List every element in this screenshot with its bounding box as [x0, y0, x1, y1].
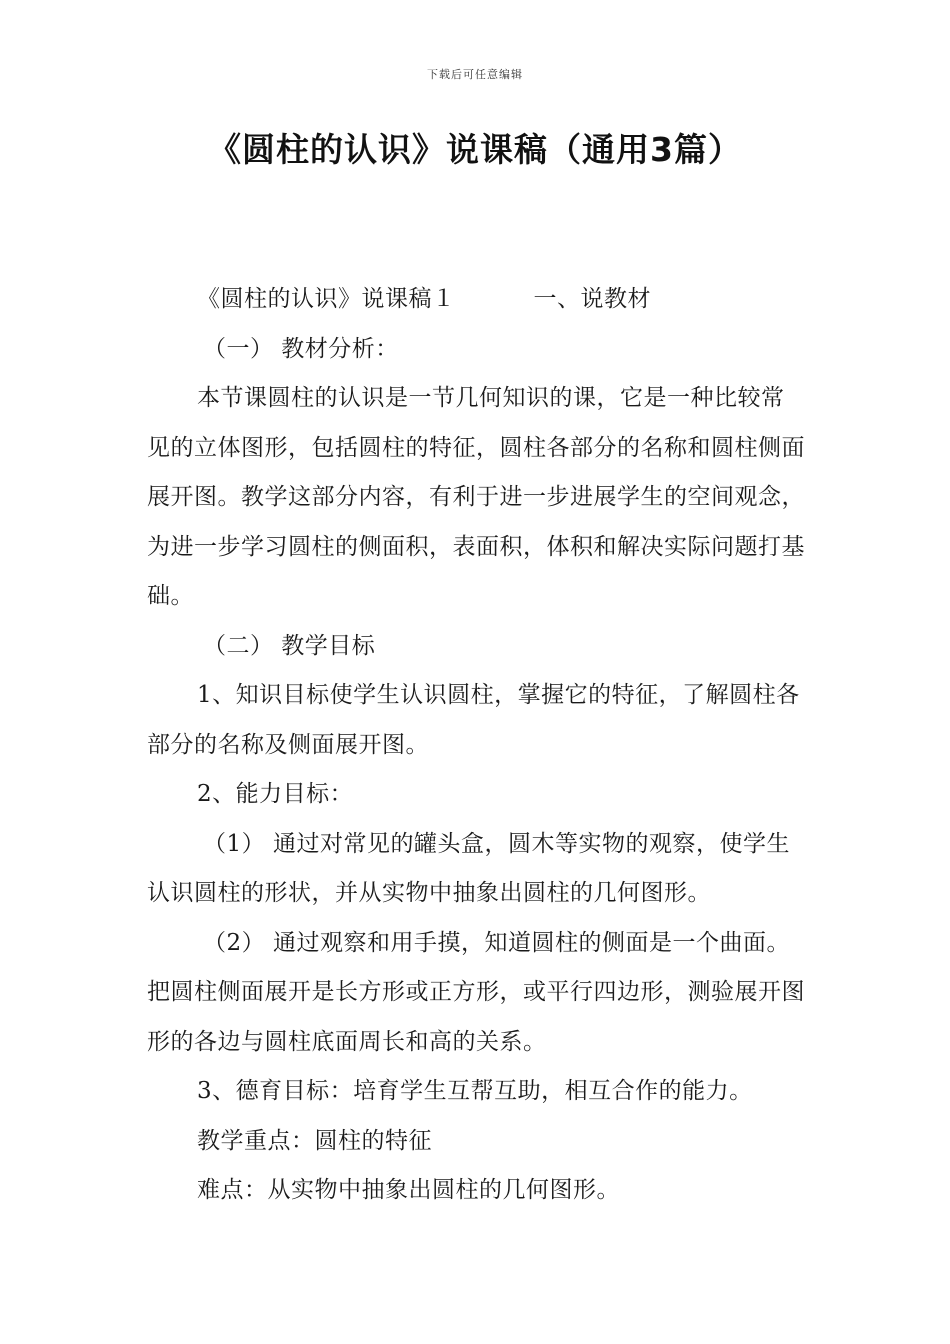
paragraph-key-point: 教学重点：圆柱的特征 [197, 1127, 432, 1154]
document-title: 《圆柱的认识》说课稿（通用3篇） [208, 130, 742, 169]
document-body [147, 275, 807, 1216]
paragraph-ability-item-2: （2） 通过观察和用手摸，知道圆柱的侧面是一个曲面。把圆柱侧面展开是长方形或正方形，或平行四边形，测验展开图形的各边与圆柱底面周长和高的关系。 [147, 929, 805, 1055]
paragraph-ability-item-1: （1） 通过对常见的罐头盒，圆木等实物的观察，使学生认识圆柱的形状，并从实物中抽象出圆柱的几何图形。 [147, 830, 790, 906]
paragraph-analysis: 本节课圆柱的认识是一节几何知识的课，它是一种比较常见的立体图形，包括圆柱的特征，圆柱各部分的名称和圆柱侧面展开图。教学这部分内容，有利于进一步进展学生的空间观念，为进一步学习圆柱的侧面积，表面积，体积和解决实际问题打基础。 [147, 385, 805, 609]
paragraph-ability-goal: 2、能力目标： [197, 781, 354, 807]
lead-subtitle: 《圆柱的认识》说课稿１ [197, 286, 456, 312]
paragraph-moral-goal: 3、德育目标：培育学生互帮互助，相互合作的能力。 [197, 1078, 753, 1104]
lead-line [147, 275, 807, 325]
header-note: 下载后可任意编辑 [427, 68, 523, 81]
subsection-heading-goals: （二） 教学目标 [203, 632, 376, 659]
paragraph-knowledge-goal: 1、知识目标使学生认识圆柱，掌握它的特征，了解圆柱各部分的名称及侧面展开图。 [147, 682, 800, 758]
section-heading-1: 一、说教材 [533, 286, 651, 312]
subsection-heading-analysis: （一） 教材分析： [203, 335, 399, 362]
paragraph-difficulty: 难点：从实物中抽象出圆柱的几何图形。 [197, 1177, 620, 1203]
